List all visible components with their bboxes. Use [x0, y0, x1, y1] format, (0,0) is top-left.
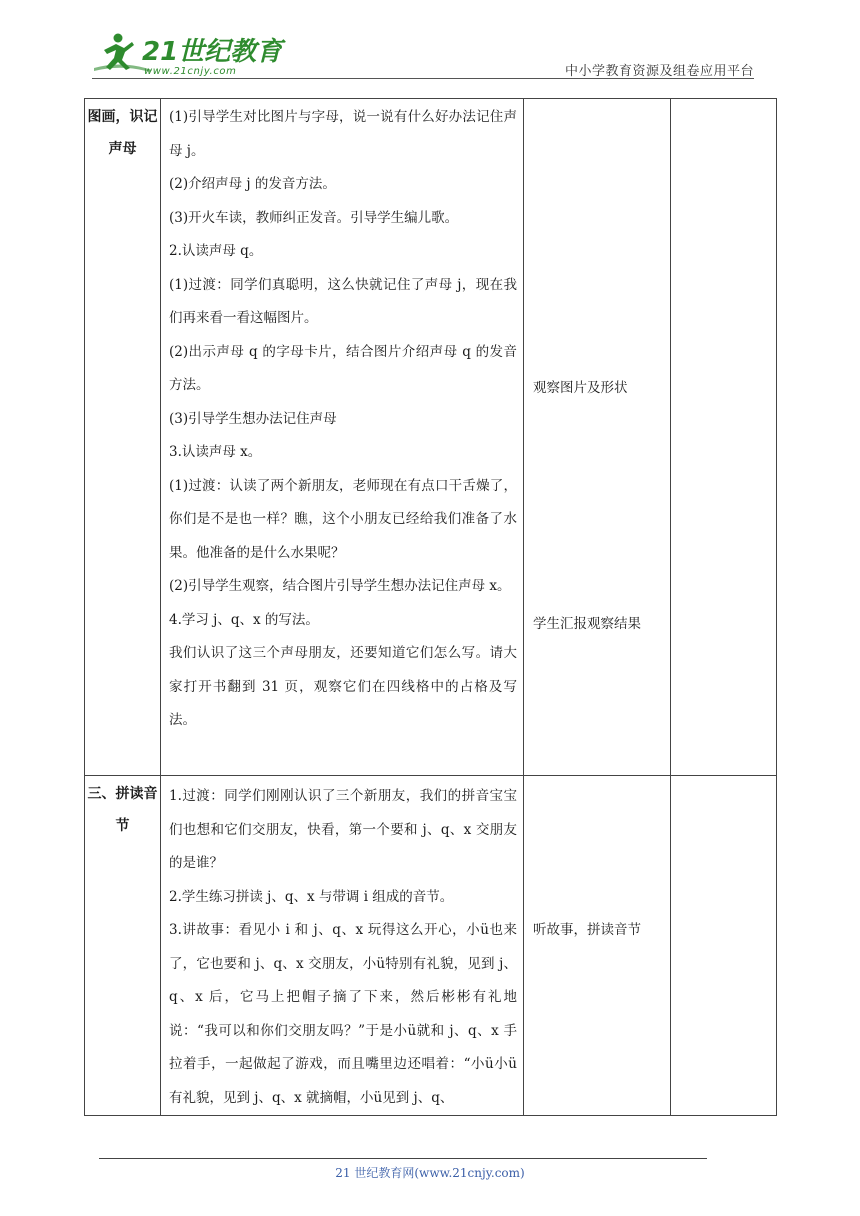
content-line: 我们认识了这三个声母朋友，还要知道它们怎么写。请大家打开书翻到 31 页，观察它们在四线格中的占格及写法。 [169, 645, 517, 728]
activity-cell [524, 776, 671, 1116]
activity-text: 听故事，拼读音节 [533, 922, 641, 938]
content-line: (2)介绍声母 j 的发音方法。 [169, 176, 336, 192]
stage-cell [85, 99, 161, 776]
stage-cell [85, 776, 161, 1116]
content-line: (2)出示声母 q 的字母卡片，结合图片介绍声母 q 的发音方法。 [169, 343, 517, 393]
notes-cell [671, 776, 777, 1116]
content-line: (1)过渡：认读了两个新朋友，老师现在有点口干舌燥了，你们是不是也一样？瞧，这个小朋友已经给我们准备了水果。他准备的是什么水果呢？ [169, 477, 517, 561]
notes-cell [671, 99, 777, 776]
page-header [0, 0, 860, 80]
content-line: 3.认读声母 x。 [169, 444, 262, 460]
activity-cell [524, 99, 671, 776]
lesson-plan-table [84, 98, 777, 1116]
content-line: 1.过渡：同学们刚刚认识了三个新朋友，我们的拼音宝宝们也想和它们交朋友，快看，第一个要和 j、q、x 交朋友的是谁？ [169, 788, 517, 871]
content-cell [161, 99, 524, 776]
content-line: 2.学生练习拼读 j、q、x 与带调 i 组成的音节。 [169, 888, 454, 905]
footer-link[interactable]: 21 世纪教育网(www.21cnjy.com) [335, 1166, 525, 1180]
header-divider [92, 78, 754, 79]
stage-label: 图画，识记声母 [87, 109, 158, 157]
content-line: (1)过渡：同学们真聪明，这么快就记住了声母 j，现在我们再来看一看这幅图片。 [169, 276, 517, 326]
table-row [85, 776, 777, 1116]
platform-title: 中小学教育资源及组卷应用平台 [564, 64, 754, 79]
logo-url: www.21cnjy.com [144, 66, 237, 77]
content-cell [161, 776, 524, 1116]
content-line: 4.学习 j、q、x 的写法。 [169, 611, 319, 628]
content-line: (2)引导学生观察，结合图片引导学生想办法记住声母 x。 [169, 578, 511, 594]
logo [92, 30, 283, 78]
table-row [85, 99, 777, 776]
content-line: (3)引导学生想办法记住声母 [169, 410, 337, 427]
content-line: 3.讲故事：看见小 i 和 j、q、x 玩得这么开心，小ü也来了，它也要和 j、q、x 交朋友，小ü特别有礼貌，见到 j、q、x 后，它马上把帽子摘了下来，然后彬彬有礼地说：“我可以和你们交朋友吗？”于是小ü就和 j、q、x 手拉着手，一起做起了游戏，而且嘴里边还唱着：“小ü小ü有礼貌，见到 j、q、x 就摘帽，小ü见到 j、q、 [169, 922, 517, 1106]
stage-label: 三、拼读音节 [87, 786, 158, 834]
activity-text: 观察图片及形状 [533, 380, 628, 396]
activity-text: 学生汇报观察结果 [533, 616, 641, 632]
content-line: (1)引导学生对比图片与字母，说一说有什么好办法记住声母 j。 [169, 109, 517, 159]
footer-divider [99, 1158, 707, 1159]
content-line: (3)开火车读，教师纠正发音。引导学生编儿歌。 [169, 209, 459, 226]
content-line: 2.认读声母 q。 [169, 243, 263, 259]
logo-text: 21世纪教育 [142, 37, 283, 67]
